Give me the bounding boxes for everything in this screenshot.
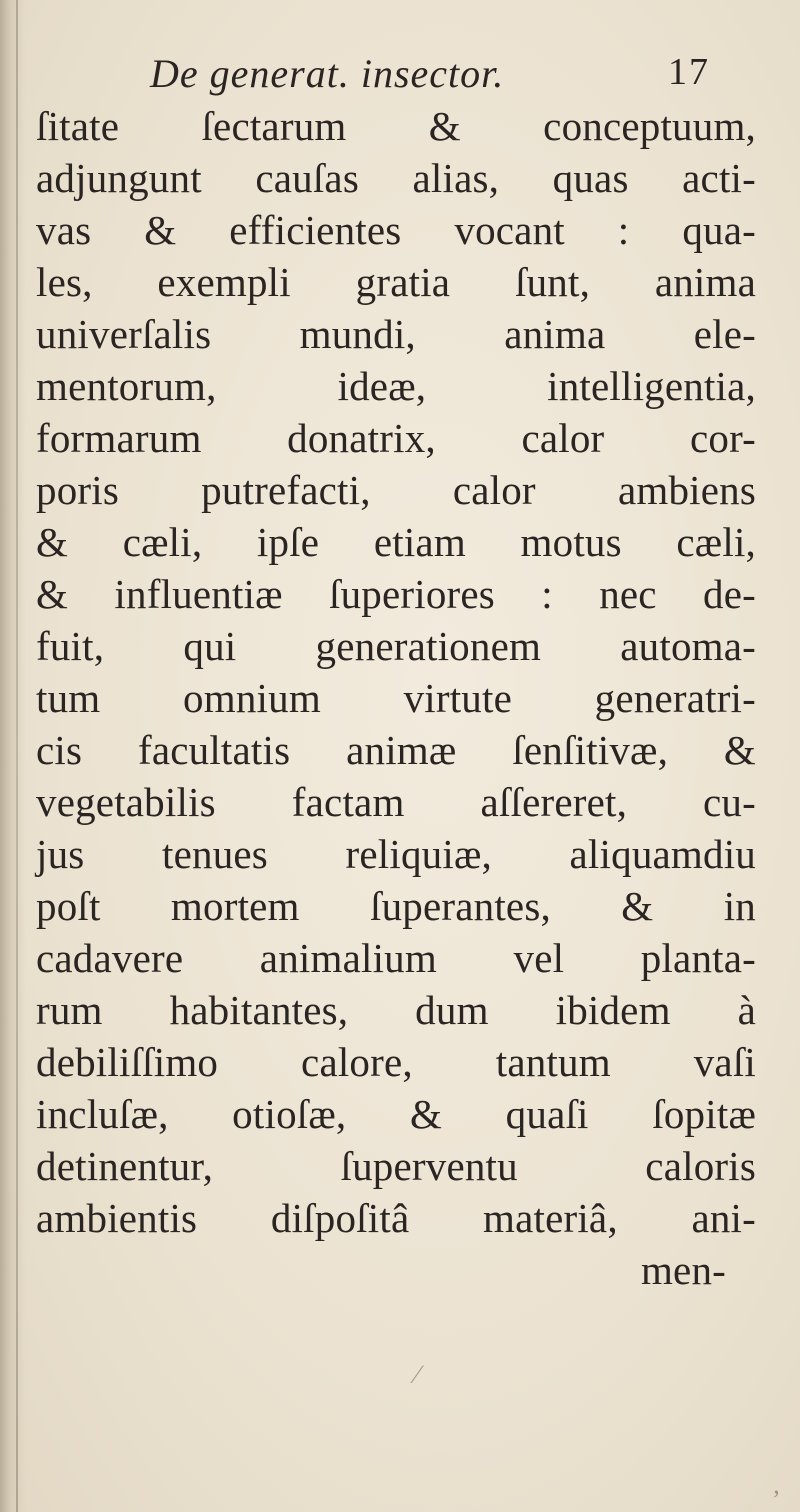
- body-text: [36, 100, 756, 1296]
- text-line: poſt mortem ſuperantes, & in: [36, 883, 756, 929]
- binding-gutter: [0, 0, 26, 1512]
- text-line: poris putrefacti, calor ambiens: [36, 467, 756, 513]
- text-line: jus tenues reliquiæ, aliquamdiu: [36, 831, 756, 877]
- text-line: vas & efficientes vocant : qua-: [36, 207, 756, 253]
- text-line: cis facultatis animæ ſenſitivæ, &: [36, 727, 756, 773]
- text-line: mentorum, ideæ, intelligentia,: [36, 363, 756, 409]
- page-number: 17: [668, 51, 710, 93]
- paper-speck: ‚: [772, 1470, 781, 1499]
- page-header: [150, 50, 710, 100]
- text-line: cadavere animalium vel planta-: [36, 935, 756, 981]
- text-line: ſitate ſectarum & conceptuum,: [36, 103, 756, 149]
- text-line: les, exempli gratia ſunt, anima: [36, 259, 756, 305]
- paper-speck: ⁄: [415, 1360, 420, 1389]
- text-line: univerſalis mundi, anima ele-: [36, 311, 756, 357]
- text-line: incluſæ, otioſæ, & quaſi ſopitæ: [36, 1091, 756, 1137]
- text-line: debiliſſimo calore, tantum vaſi: [36, 1039, 756, 1085]
- text-line: & cæli, ipſe etiam motus cæli,: [36, 519, 756, 565]
- text-line: vegetabilis factam aſſereret, cu-: [36, 779, 756, 825]
- text-line: detinentur, ſuperventu caloris: [36, 1143, 756, 1189]
- text-line: adjungunt cauſas alias, quas acti-: [36, 155, 756, 201]
- text-line: fuit, qui generationem automa-: [36, 623, 756, 669]
- catchword: men-: [640, 1247, 726, 1293]
- text-line: ambientis diſpoſitâ materiâ, ani-: [36, 1195, 756, 1241]
- text-line: formarum donatrix, calor cor-: [36, 415, 756, 461]
- text-line: & influentiæ ſuperiores : nec de-: [36, 571, 756, 617]
- binding-edge: [16, 0, 18, 1512]
- text-line: tum omnium virtute generatri-: [36, 675, 756, 721]
- text-line: rum habitantes, dum ibidem à: [36, 987, 756, 1033]
- running-head: De generat. insector.: [150, 51, 505, 96]
